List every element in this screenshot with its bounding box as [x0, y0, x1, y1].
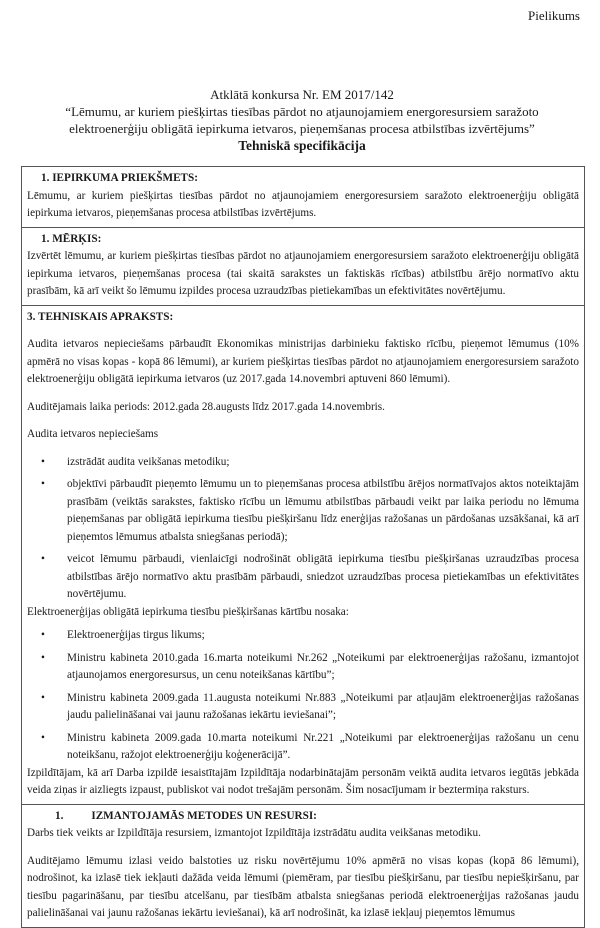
section-text: Lēmumu, ar kuriem piešķirtas tiesības pārdot no atjaunojamiem energoresursiem saražoto elektroenerģiju obligātā iepirkuma ietvaros, pieņemšanas procesa atbilstības izvērtējums.	[27, 189, 579, 219]
list-item: • izstrādāt audita veikšanas metodiku;	[27, 454, 579, 472]
document-title-block	[20, 86, 584, 154]
paragraph: Audita ietvaros nepieciešams	[27, 428, 159, 440]
paragraph: Audita ietvaros nepieciešams pārbaudīt Ekonomikas ministrijas darbinieku faktisko rīcību, pieņemot lēmumus (10% apmērā no visas kopas - kopā 86 lēmumi), ar kuriem piešķirtas tiesības pārdot no atjaunojamiem energoresursiem saražoto elektroenerģiju obligātā iepirkuma ietvaros (uz 2017.gada 14.novembri aptuveni 860 lēmumi).	[27, 338, 579, 385]
paragraph: Izpildītājam, kā arī Darba izpildē iesaistītajām Izpildītāja nodarbinātajām personām veiktā audita ietvaros iegūtās jebkāda veida ziņas ir aizliegts izpaust, publiskot vai nodot trešajām personām. Šim nosacījumam ir beztermiņa raksturs.	[27, 766, 579, 796]
annex-label: Pielikums	[527, 8, 580, 23]
list-item: • Ministru kabineta 2009.gada 11.augusta noteikumi Nr.883 „Noteikumi par atļaujām elektroenerģijas ražošanas jaudu palielināšanai vai jaunu ražošanas iekārtu ieviešanai”;	[27, 690, 579, 725]
paragraph: Auditējamo lēmumu izlasi veido balstoties uz risku novērtējumu 10% apmērā no visas kopas (kopā 86 lēmumi), nodrošinot, ka izlasē tiek iekļauti dažāda veida lēmumi (piemēram, par tiesību piešķiršanu, par tiesību nepiešķiršanu, par tiesību pagarināšanu, par tiesību atcelšanu, par tiesībām atbalsta sniegšanas periodā elektroenerģijas ražošanas jaudu palielināšanai vai jaunu ražošanas iekārtu ieviešanai), kā arī nodrošināt, ka izlasē iekļauj pieņemtos lēmumus	[27, 854, 579, 919]
section-heading: 3. TEHNISKAIS APRAKSTS:	[27, 310, 174, 323]
list-item: • Elektroenerģijas tirgus likums;	[27, 627, 579, 645]
paragraph: Darbs tiek veikts ar Izpildītāja resursiem, izmantojot Izpildītāja izstrādātu audita veikšanas metodiku.	[27, 827, 481, 839]
section-technical-description	[21, 305, 585, 804]
section-goal	[21, 227, 585, 305]
section-heading: 1. MĒRĶIS:	[41, 232, 102, 245]
section-heading: 1. IEPIRKUMA PRIEKŠMETS:	[41, 172, 198, 184]
list-item: • veicot lēmumu pārbaudi, vienlaicīgi nodrošināt obligātā iepirkuma tiesību piešķiršanas uzraudzības procesa atbilstības ārējo normatīvo aktu prasībām pārbaudi, sniedzot uzraudzības procesa pietiekamības un efektivitātes novērtējumu.	[27, 551, 579, 604]
section-methods-resources	[21, 804, 585, 928]
requirements-list	[27, 454, 579, 604]
document-subtitle: Tehniskā specifikācija	[238, 138, 366, 153]
list-item: • objektīvi pārbaudīt pieņemto lēmumu un to pieņemšanas procesa atbilstību ārējos normatīvajos aktos noteiktajām prasībām (veiktās sarakstes, faktisko rīcību un lēmumu atbilstības pārbaudi veikt par laika periodu no lēmuma pieņemšanas par obligātā iepirkuma tiesību piešķiršanu līdz enerģijas ražošanas un pārdošanas uzsākšanai, kā arī pieņemtos lēmumus atbalsta sniegšanas periodā);	[27, 476, 579, 546]
list-item: • Ministru kabineta 2010.gada 16.marta noteikumi Nr.262 „Noteikumi par elektroenerģijas ražošanu, izmantojot atjaunojamos energoresursus, un cenu noteikšanas kārtību”;	[27, 650, 579, 685]
paragraph: Auditējamais laika periods: 2012.gada 28.augusts līdz 2017.gada 14.novembris.	[27, 400, 385, 413]
section-subject	[21, 166, 585, 227]
tender-name: “Lēmumu, ar kuriem piešķirtas tiesības pārdot no atjaunojamiem energoresursiem saražoto elektroenerģiju obligātā iepirkuma ietvaros, pieņemšanas procesa atbilstības izvērtējums”	[65, 104, 539, 136]
legislation-list	[27, 627, 579, 765]
tender-number: Atklātā konkursa Nr. EM 2017/142	[210, 87, 394, 102]
section-heading: 1. IZMANTOJAMĀS METODES UN RESURSI:	[55, 809, 317, 822]
list-item: • Ministru kabineta 2009.gada 10.marta noteikumi Nr.221 „Noteikumi par elektroenerģijas ražošanu un cenu noteikšanu, ražojot elektroenerģiju koģenerācijā”.	[27, 730, 579, 765]
paragraph: Elektroenerģijas obligātā iepirkuma tiesību piešķiršanas kārtību nosaka:	[27, 605, 349, 618]
section-text: Izvērtēt lēmumu, ar kuriem piešķirtas tiesības pārdot no atjaunojamiem energoresursiem saražoto elektroenerģiju obligātā iepirkuma ietvaros, pieņemšanas procesa (tai skaitā sarakstes un faktiskās rīcības) atbilstību ārējo normatīvo aktu prasībām, kā arī veikt šo lēmumu izpildes procesa uzraudzības pietiekamības un efektivitātes novērtējumu.	[27, 250, 579, 297]
specification-sections	[21, 166, 585, 928]
